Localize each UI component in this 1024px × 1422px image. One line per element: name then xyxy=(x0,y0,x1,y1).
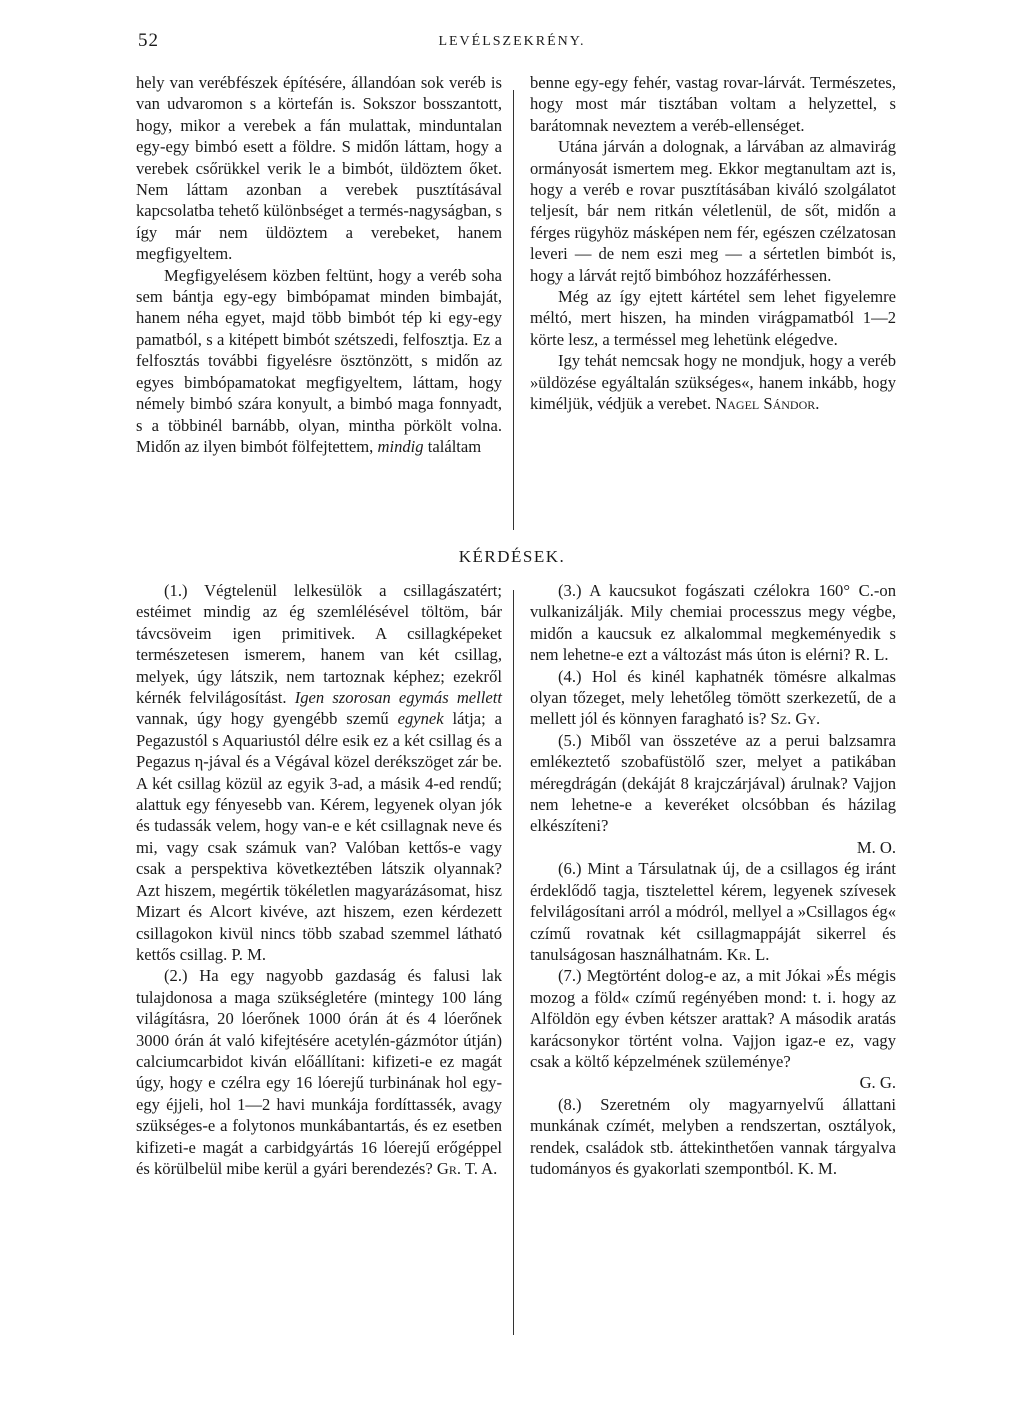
question-4-text: (4.) Hol és kinél kaphatnék tömésre alkalmas olyan tőzeget, mely lehetőleg tömött szerkezetű, de a mellett jól és könnyen faragható is? xyxy=(530,666,896,729)
letter-paragraph-1: hely van verébfészek építésére, állandóan sok veréb is van udvaromon s a körtefán is. Sokszor bosszantott, hogy, mikor a verebek a fán mulattak, minduntalan egy-egy bimbó esett a földre. S midőn láttam, hogy a verebek csőrükkel verik le a bimbót, üldöztem őket. Nem láttam azonban a verebek pusztításával kapcsolatba tehető különbséget a termés-nagyságban, s így már nem üldöztem a verebeket, hanem megfigyeltem. xyxy=(136,73,502,264)
question-1-text-2: vannak, úgy hogy gyengébb szemű xyxy=(136,709,389,729)
questions-column-right xyxy=(530,580,896,1179)
page-number: 52 xyxy=(138,30,159,51)
question-5 xyxy=(530,730,896,837)
section-title-questions: KÉRDÉSEK. xyxy=(458,547,566,566)
question-8 xyxy=(530,1094,896,1180)
column-divider-top xyxy=(513,90,514,530)
question-6 xyxy=(530,858,896,965)
letter-emphasis: mindig xyxy=(377,436,424,456)
question-3 xyxy=(530,580,896,666)
question-2-text: (2.) Ha egy nagyobb gazdaság és falusi lak tulajdonosa a maga szükségletére (mintegy 100 láng világításra, 20 lóerőnek 1000 órán át és 4 lóerőnek 3000 órán át való kifejtésére acetylén-gázmótor útján) calciumcarbidot kiván előállítani: kifizeti-e ez magát úgy, hogy e czélra egy 16 lóerejű turbinának hol egy-egy éjjeli, hol 1—2 havi munkája fordíttassék, avagy szükséges-e a folytonos munkábantartás, és ez esetben kifizeti-e magát a carbidgyártás 16 lóerejű erőgéppel és körülbelül mibe kerül a gyári berendezés? xyxy=(136,966,502,1178)
letter-paragraph-2-text: Megfigyelésem közben feltünt, hogy a veréb soha sem bántja egy-egy bimbópamat minden bimbaját, hanem néha egyet, majd több bimbót tép ki egy-egy pamatból, s a kitépett bimbót szétszedi, felfosztja. Ez a felfosztás további figyelésre ösztönzött, s midőn az egyes bimbópamatokat megfigyeltem, láttam, hogy némely bimbó szára konyult, a bimbó maga fonnyadt, s a többinél barnább, olyan, mintha pörkölt volna. Midőn az ilyen bimbót fölfejtettem, xyxy=(136,265,502,456)
question-7 xyxy=(530,965,896,1072)
question-6-signature: Kr. L. xyxy=(726,944,770,964)
question-1-emphasis-1: Igen szorosan egymás mellett xyxy=(294,688,502,708)
question-1-emphasis-2: egynek xyxy=(397,709,444,729)
question-7-text: (7.) Megtörtént dolog-e az, a mit Jókai »És mégis mozog a föld« czímű regényében mond: t. i. hogy az Alföldön egy évben kétszer arattak? A második aratás karácsonykor történt volna. Vajjon igaz-e ez, vagy csak a költő képzelmének szüleménye? xyxy=(530,966,896,1071)
letter-paragraph-2-end: találtam xyxy=(427,436,482,456)
letter-signature: Nagel Sándor. xyxy=(715,394,820,414)
letter-paragraph-4: Utána járván a dolognak, a lárvában az almavirág ormányosát ismertem meg. Ekkor megtanultam azt is, hogy a veréb e rovar pusztításában kiváló szolgálatot teljesít, bár nem ritkán véletlenül, de sőt, midőn a férges rügyhöz másképen nem fér, egészen czélzatosan leveri — de nem eszi meg — a sértetlen bimbót is, hogy a lárvát rejtő bimbóhoz hozzáférhessen. xyxy=(530,137,896,285)
running-head: LEVÉLSZEKRÉNY. xyxy=(438,34,586,49)
letter-paragraph-3: benne egy-egy fehér, vastag rovar-lárvát. Természetes, hogy most már tisztában voltam a helyzettel, s barátomnak neveztem a veréb-ellenséget. xyxy=(530,73,896,135)
question-1 xyxy=(136,580,502,965)
letter-paragraph-6 xyxy=(530,350,896,414)
letter-paragraph-2 xyxy=(136,265,502,458)
question-5-text: (5.) Miből van összetéve az a perui balzsamra emlékeztető szobafüstölő szer, melyet a patikában méregdrágán (dekáját 8 krajczárjával) árulnak? Vajjon nem lehetne-e a keveréket olcsóbban és házilag elkészíteni? xyxy=(530,730,896,836)
letter-paragraph-6-text: Igy tehát nemcsak hogy ne mondjuk, hogy a veréb »üldözése egyáltalán szükséges«, hanem inkább, hogy kiméljük, védjük a verebet. xyxy=(530,351,896,414)
question-1-text: (1.) Végtelenül lelkesülök a csillagászatért; estéimet mindig az ég szemlélésével töltöm, bár távcsöveim igen primitivek. A csillagképeket természetesen ismerem, hanem van két csillag, melyek, úgy látszik, nem tartoznak képhez; ezekről kérnék felvilágosítást. xyxy=(136,581,502,708)
question-1-text-3: látja; a Pegazustól s Aquariustól délre esik ez a két csillag és a Pegazus η-jával és a Végával közel derékszöget zár be. A két csillag közül az egyik 3-ad, a másik 4-ed rendű; alattuk egy fényesebb van. Kérem, legyenek olyan jók és tudassák velem, hogy van-e e két csillagnak neve és mi, vagy csak számuk van? Valóban kettős-e vagy csak a perspektiva következtében látszik olyannak? Azt hiszem, megértik tökéletlen magyarázásomat, hisz Mizart és Alcort kivéve, azt hiszem, ezen kérdezett csillagokon kivül nincs több szabad szemmel látható kettős csillag. xyxy=(136,709,502,964)
question-6-text: (6.) Mint a Társulatnak új, de a csillagos ég iránt érdeklődő tagja, tisztelettel kérem, legyenek szívesek felvilágosítani arról a módról, mellyel a »Csillagos ég« czímű rovatnak két csillagmappáját sikerrel és tanulságosan használhatnám. xyxy=(530,859,896,964)
question-1-signature: P. M. xyxy=(231,944,266,964)
letter-paragraph-5: Még az így ejtett kártétel sem lehet figyelemre méltó, mert hiszen, ha minden virágpamatból 1—2 körte lesz, a terméssel meg lehetünk elégedve. xyxy=(530,287,896,349)
question-8-signature: K. M. xyxy=(797,1158,837,1178)
question-5-signature: M. O. xyxy=(856,837,896,857)
question-4 xyxy=(530,666,896,730)
question-7-signature: G. G. xyxy=(859,1073,896,1093)
question-2-signature: Gr. T. A. xyxy=(436,1158,498,1178)
question-3-signature: R. L. xyxy=(854,645,889,665)
question-2 xyxy=(136,965,502,1179)
column-divider-bottom xyxy=(513,590,514,1335)
letter-column-right xyxy=(530,72,896,415)
questions-column-left xyxy=(136,580,502,1179)
question-3-text: (3.) A kaucsukot fogászati czélokra 160° C.-on vulkanizálják. Mily chemiai processzus megy végbe, midőn a kaucsuk ez alkalommal megkeményedik s nem lehetne-e ezt a változást más úton is elérni? xyxy=(530,581,896,665)
question-8-text: (8.) Szeretném oly magyarnyelvű állattani munkának czímét, melyben a rendszertan, osztályok, rendek, családok stb. áttekinthetően vannak tárgyalva tudományos és gyakorlati szempontból. xyxy=(530,1094,896,1178)
letter-column-left xyxy=(136,72,502,457)
question-4-signature: Sz. Gy. xyxy=(770,709,821,729)
